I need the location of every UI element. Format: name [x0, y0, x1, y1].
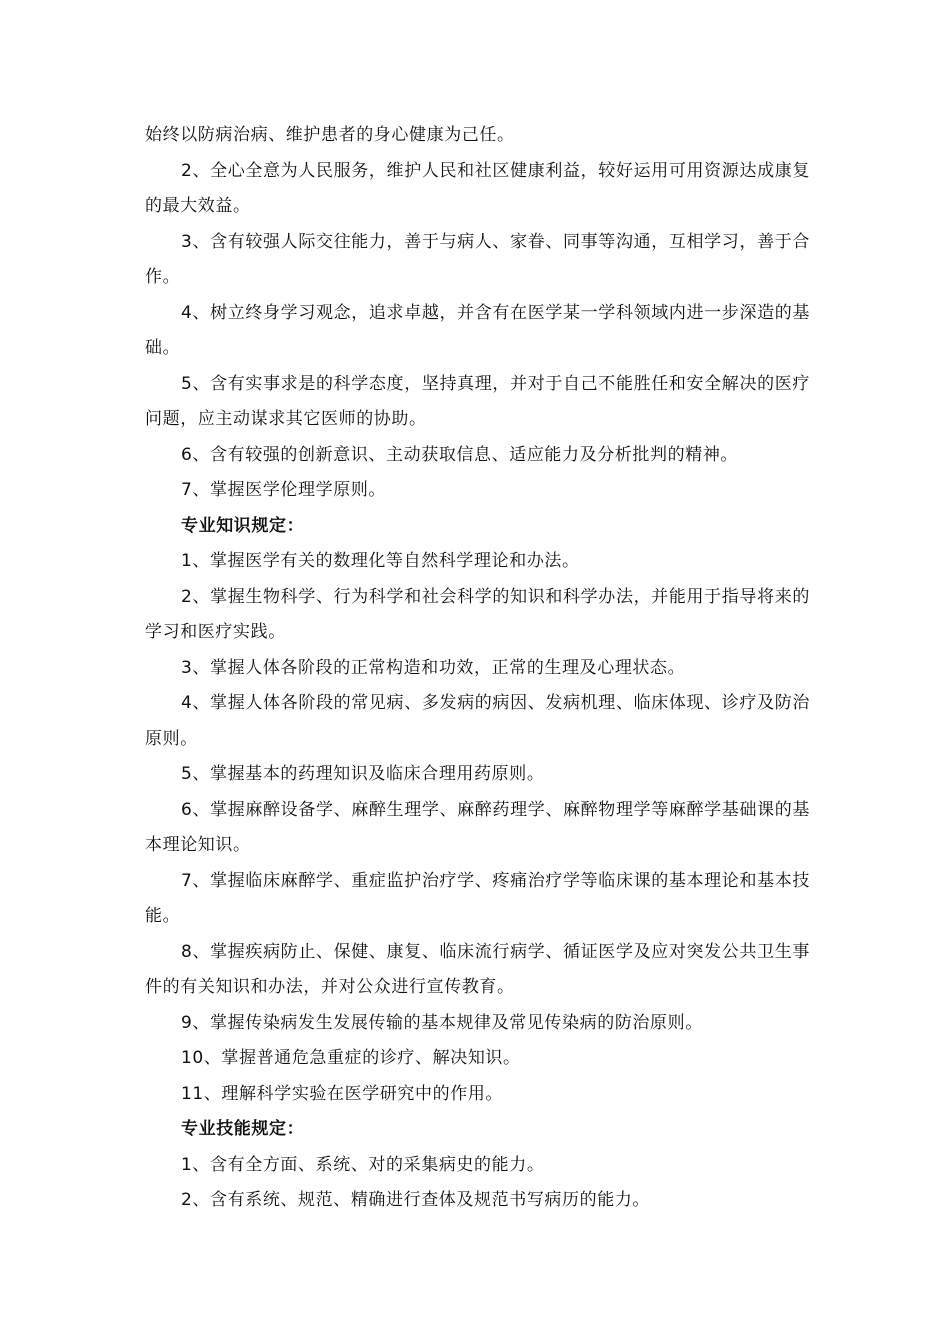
paragraph: 8、掌握疾病防止、保健、康复、临床流行病学、循证医学及应对突发公共卫生事件的有关知识和办法，并对公众进行宣传教育。	[145, 941, 810, 997]
paragraph: 2、掌握生物科学、行为科学和社会科学的知识和科学办法，并能用于指导将来的学习和医疗实践。	[145, 586, 810, 642]
paragraph: 7、掌握医学伦理学原则。	[181, 480, 387, 500]
paragraph: 4、掌握人体各阶段的常见病、多发病的病因、发病机理、临床体现、诊疗及防治原则。	[145, 693, 810, 749]
paragraph: 4、树立终身学习观念，追求卓越，并含有在医学某一学科领域内进一步深造的基础。	[145, 302, 810, 358]
paragraph: 2、含有系统、规范、精确进行查体及规范书写病历的能力。	[181, 1190, 651, 1210]
document-body	[145, 118, 810, 1219]
paragraph: 2、全心全意为人民服务，维护人民和社区健康利益，较好运用可用资源达成康复的最大效益。	[145, 160, 810, 216]
paragraph: 3、含有较强人际交往能力，善于与病人、家眷、同事等沟通，互相学习，善于合作。	[145, 231, 810, 287]
paragraph: 6、含有较强的创新意识、主动获取信息、适应能力及分析批判的精神。	[181, 444, 739, 465]
section-heading: 专业技能规定：	[181, 1119, 305, 1139]
paragraph: 5、含有实事求是的科学态度，坚持真理，并对于自己不能胜任和安全解决的医疗问题，应主动谋求其它医师的协助。	[145, 373, 810, 429]
paragraph: 10、掌握普通危急重症的诊疗、解决知识。	[181, 1048, 521, 1068]
paragraph: 9、掌握传染病发生发展传输的基本规律及常见传染病的防治原则。	[181, 1012, 703, 1033]
paragraph: 3、掌握人体各阶段的正常构造和功效，正常的生理及心理状态。	[181, 657, 686, 678]
paragraph: 6、掌握麻醉设备学、麻醉生理学、麻醉药理学、麻醉物理学等麻醉学基础课的基本理论知识。	[145, 799, 810, 855]
paragraph: 7、掌握临床麻醉学、重症监护治疗学、疼痛治疗学等临床课的基本理论和基本技能。	[145, 870, 810, 926]
paragraph: 1、含有全方面、系统、对的采集病史的能力。	[181, 1154, 545, 1175]
section-heading: 专业知识规定：	[181, 515, 305, 536]
paragraph: 11、理解科学实验在医学研究中的作用。	[181, 1083, 504, 1104]
paragraph: 1、掌握医学有关的数理化等自然科学理论和办法。	[181, 551, 580, 571]
paragraph: 始终以防病治病、维护患者的身心健康为己任。	[145, 125, 515, 145]
paragraph: 5、掌握基本的药理知识及临床合理用药原则。	[181, 764, 545, 784]
